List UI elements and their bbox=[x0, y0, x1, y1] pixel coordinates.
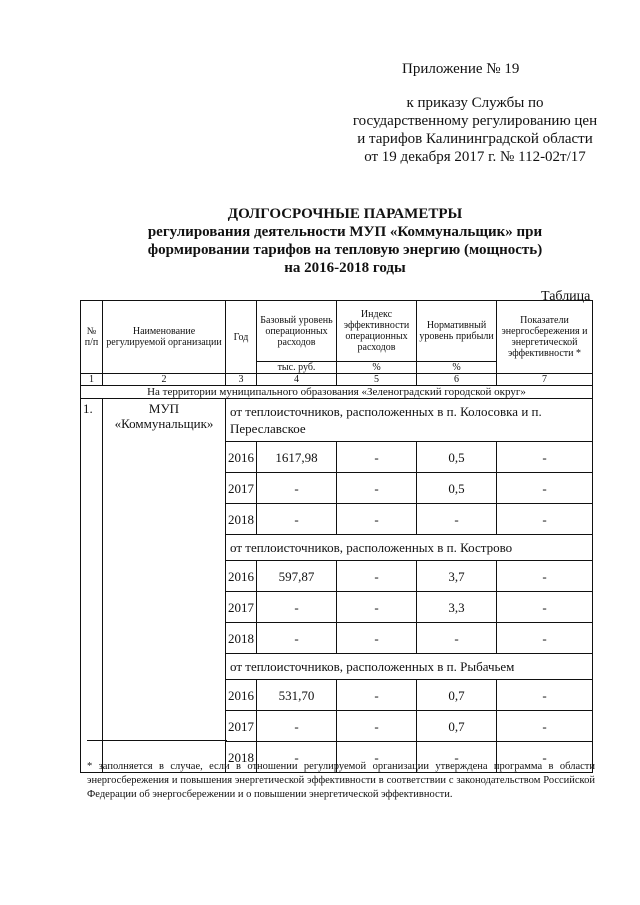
org-number: 1. bbox=[81, 399, 103, 773]
value-cell: - bbox=[417, 742, 497, 773]
col-number: 2 bbox=[103, 374, 226, 386]
col-number: 3 bbox=[226, 374, 257, 386]
year-cell: 2016 bbox=[226, 680, 257, 711]
col-header-base-costs: Базовый уровень операционных расходов bbox=[257, 301, 337, 362]
value-cell: 3,7 bbox=[417, 561, 497, 592]
value-cell: 3,3 bbox=[417, 592, 497, 623]
value-cell: - bbox=[257, 742, 337, 773]
unit-cell: % bbox=[337, 362, 417, 374]
group-label: от теплоисточников, расположенных в п. Рыбачьем bbox=[226, 654, 593, 680]
value-cell: 1617,98 bbox=[257, 442, 337, 473]
unit-cell: % bbox=[417, 362, 497, 374]
value-cell: - bbox=[417, 623, 497, 654]
value-cell: - bbox=[497, 504, 593, 535]
value-cell: - bbox=[497, 742, 593, 773]
value-cell: - bbox=[257, 623, 337, 654]
value-cell: 0,5 bbox=[417, 473, 497, 504]
col-header-org: Наименование регулируемой организации bbox=[103, 301, 226, 374]
value-cell: - bbox=[337, 623, 417, 654]
value-cell: - bbox=[497, 473, 593, 504]
group-row bbox=[81, 399, 593, 442]
value-cell: - bbox=[257, 592, 337, 623]
unit-cell: тыс. руб. bbox=[257, 362, 337, 374]
year-cell: 2017 bbox=[226, 592, 257, 623]
table-label: Таблица bbox=[541, 289, 591, 304]
col-number: 7 bbox=[497, 374, 593, 386]
footnote-divider bbox=[87, 740, 227, 741]
year-cell: 2016 bbox=[226, 442, 257, 473]
value-cell: - bbox=[497, 442, 593, 473]
column-numbers-row bbox=[81, 374, 593, 386]
value-cell: 0,5 bbox=[417, 442, 497, 473]
group-label: от теплоисточников, расположенных в п. Кострово bbox=[226, 535, 593, 561]
value-cell: 597,87 bbox=[257, 561, 337, 592]
title-line: ДОЛГОСРОЧНЫЕ ПАРАМЕТРЫ bbox=[227, 206, 463, 222]
value-cell: - bbox=[417, 504, 497, 535]
value-cell: - bbox=[337, 592, 417, 623]
footnote: * заполняется в случае, если в отношении регулируемой организации утверждена программа в области энергосбережения и повышения энергетической эффективности в соответствии с законодательством Российской Федерации об энергосбережении и о повышении энергетической эффективности. bbox=[87, 761, 595, 800]
year-cell: 2018 bbox=[226, 623, 257, 654]
value-cell: - bbox=[497, 592, 593, 623]
year-cell: 2017 bbox=[226, 711, 257, 742]
col-number: 4 bbox=[257, 374, 337, 386]
header-line: государственному регулированию цен bbox=[352, 113, 598, 129]
year-cell: 2018 bbox=[226, 504, 257, 535]
value-cell: - bbox=[337, 711, 417, 742]
value-cell: - bbox=[497, 561, 593, 592]
year-cell: 2017 bbox=[226, 473, 257, 504]
value-cell: - bbox=[257, 473, 337, 504]
value-cell: 531,70 bbox=[257, 680, 337, 711]
value-cell: - bbox=[337, 504, 417, 535]
value-cell: - bbox=[337, 561, 417, 592]
value-cell: - bbox=[257, 711, 337, 742]
col-header-profit: Нормативный уровень прибыли bbox=[417, 301, 497, 362]
title-line: на 2016-2018 годы bbox=[284, 260, 406, 276]
header-row bbox=[81, 301, 593, 362]
group-label: от теплоисточников, расположенных в п. Колосовка и п. Переславское bbox=[226, 399, 593, 442]
value-cell: 0,7 bbox=[417, 711, 497, 742]
header-line: от 19 декабря 2017 г. № 112-02т/17 bbox=[364, 149, 586, 165]
col-header-efficiency-index: Индекс эффективности операционных расходов bbox=[337, 301, 417, 362]
value-cell: - bbox=[337, 473, 417, 504]
territory-row bbox=[81, 386, 593, 399]
title-line: формировании тарифов на тепловую энергию (мощность) bbox=[147, 242, 543, 258]
year-cell: 2016 bbox=[226, 561, 257, 592]
document-title bbox=[100, 205, 590, 277]
year-cell: 2018 bbox=[226, 742, 257, 773]
value-cell: - bbox=[337, 742, 417, 773]
appendix-header bbox=[330, 60, 620, 166]
col-number: 1 bbox=[81, 374, 103, 386]
value-cell: - bbox=[497, 680, 593, 711]
header-line: и тарифов Калининградской области bbox=[357, 131, 593, 147]
value-cell: - bbox=[337, 680, 417, 711]
value-cell: - bbox=[257, 504, 337, 535]
col-header-num: № п/п bbox=[81, 301, 103, 374]
value-cell: - bbox=[337, 442, 417, 473]
col-number: 5 bbox=[337, 374, 417, 386]
col-number: 6 bbox=[417, 374, 497, 386]
value-cell: - bbox=[497, 711, 593, 742]
value-cell: 0,7 bbox=[417, 680, 497, 711]
parameters-table bbox=[80, 300, 593, 773]
appendix-number: Приложение № 19 bbox=[402, 61, 520, 77]
title-line: регулирования деятельности МУП «Коммунальщик» при bbox=[147, 224, 543, 240]
header-line: к приказу Службы по bbox=[406, 95, 544, 111]
col-header-year: Год bbox=[226, 301, 257, 374]
org-name: МУП «Коммунальщик» bbox=[103, 399, 226, 773]
territory-label: На территории муниципального образования «Зеленоградский городской округ» bbox=[81, 386, 593, 399]
value-cell: - bbox=[497, 623, 593, 654]
col-header-energy-saving: Показатели энергосбережения и энергетической эффективности * bbox=[497, 301, 593, 374]
